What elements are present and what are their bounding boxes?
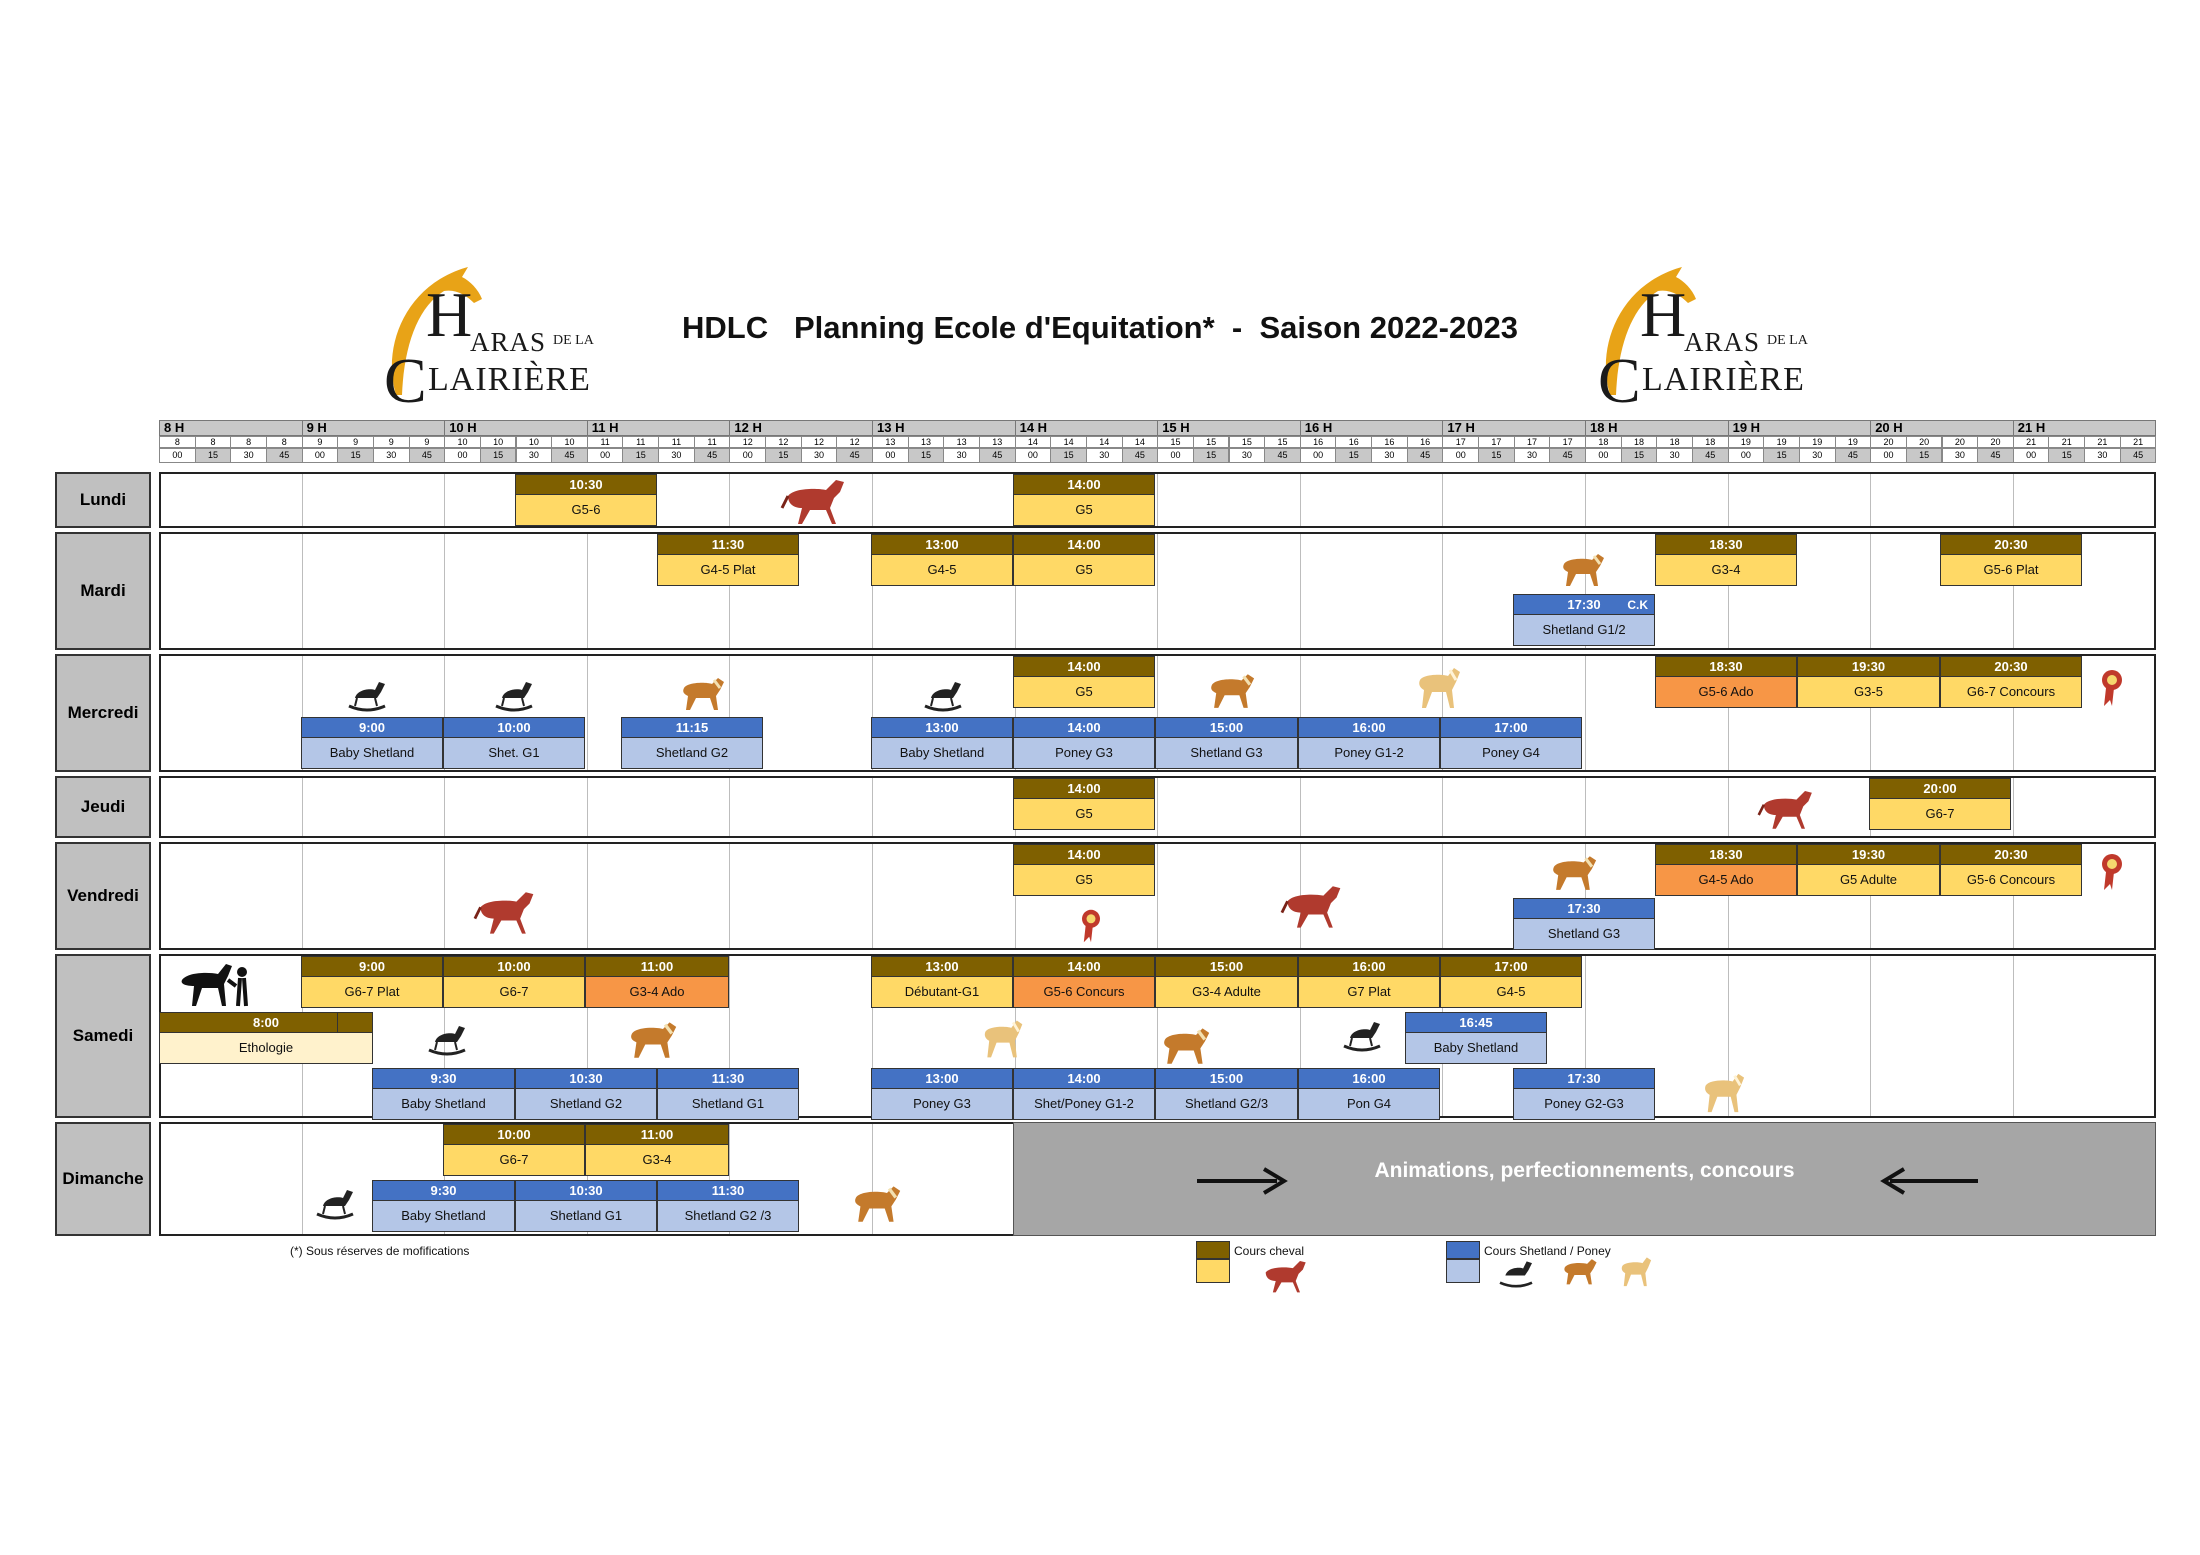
lesson-block[interactable]: 17:00 G4-5 xyxy=(1440,956,1582,1008)
hour-gridline xyxy=(1870,534,1871,648)
lesson-block[interactable]: 19:30 G5 Adulte xyxy=(1797,844,1940,896)
rocking-horse-icon xyxy=(921,676,965,712)
hour-number-cell: 11 xyxy=(622,436,659,448)
quarter-cell: 30 xyxy=(1799,448,1836,463)
lesson-block[interactable]: 20:30 G5-6 Plat xyxy=(1940,534,2082,586)
hour-gridline xyxy=(302,534,303,648)
quarter-cell: 45 xyxy=(266,448,303,463)
lesson-block[interactable]: 17:30 Shetland G3 xyxy=(1513,898,1655,950)
hour-number-cell: 15 xyxy=(1157,436,1194,448)
day-label-dimanche: Dimanche xyxy=(55,1122,151,1236)
hour-gridline xyxy=(872,474,873,526)
hour-header: 21 H xyxy=(2013,420,2157,436)
hour-header: 15 H xyxy=(1157,420,1301,436)
quarter-cell: 15 xyxy=(1621,448,1658,463)
lesson-block[interactable]: 10:00 G6-7 xyxy=(443,1124,585,1176)
lesson-block[interactable]: 20:00 G6-7 xyxy=(1869,778,2011,830)
legend-label-poney: Cours Shetland / Poney xyxy=(1484,1244,1611,1258)
hour-gridline xyxy=(302,844,303,948)
legend-swatch-cheval-body xyxy=(1196,1259,1230,1283)
quarter-cell: 00 xyxy=(872,448,909,463)
hour-number-cell: 17 xyxy=(1478,436,1515,448)
arrow-right-icon xyxy=(1262,1167,1288,1195)
lesson-block[interactable]: 14:00 Poney G3 xyxy=(1013,717,1155,769)
quarter-cell: 15 xyxy=(480,448,517,463)
lesson-block[interactable]: 14:00 G5-6 Concurs xyxy=(1013,956,1155,1008)
quarter-cell: 30 xyxy=(1086,448,1123,463)
lesson-block[interactable]: 13:00 Poney G3 xyxy=(871,1068,1013,1120)
hour-number-cell: 15 xyxy=(1264,436,1301,448)
quarter-cell: 15 xyxy=(1050,448,1087,463)
lesson-block[interactable]: 13:00 Baby Shetland xyxy=(871,717,1013,769)
lesson-block[interactable]: 11:30 Shetland G2 /3 xyxy=(657,1180,799,1232)
hour-number-cell: 18 xyxy=(1656,436,1693,448)
hour-number-cell: 13 xyxy=(943,436,980,448)
lesson-block[interactable]: 9:30 Baby Shetland xyxy=(372,1068,515,1120)
sunday-banner-text: Animations, perfectionnements, concours xyxy=(1374,1159,1795,1182)
day-label-mardi: Mardi xyxy=(55,532,151,650)
quarter-cell: 45 xyxy=(1549,448,1586,463)
hour-gridline xyxy=(444,778,445,836)
lesson-block[interactable]: 14:00 G5 xyxy=(1013,474,1155,526)
hour-gridline xyxy=(302,474,303,526)
hour-number-cell: 19 xyxy=(1799,436,1836,448)
pony-icon xyxy=(624,1018,682,1060)
lesson-block[interactable]: 9:00 G6-7 Plat xyxy=(301,956,443,1008)
hour-gridline xyxy=(729,474,730,526)
hour-number-cell: 14 xyxy=(1050,436,1087,448)
quarter-cell: 00 xyxy=(1300,448,1337,463)
quarter-cell: 00 xyxy=(444,448,481,463)
quarter-cell: 30 xyxy=(1514,448,1551,463)
hour-number-cell: 17 xyxy=(1549,436,1586,448)
rocking-horse-icon xyxy=(345,676,389,712)
quarter-cell: 00 xyxy=(1015,448,1052,463)
quarter-cell: 30 xyxy=(373,448,410,463)
quarter-cell: 30 xyxy=(1371,448,1408,463)
hour-gridline xyxy=(302,1124,303,1234)
chestnut-horse-icon xyxy=(780,474,850,528)
quarter-cell: 30 xyxy=(230,448,267,463)
lesson-block[interactable]: 18:30 G5-6 Ado xyxy=(1655,656,1797,708)
pony-icon xyxy=(1558,550,1608,588)
day-label-vendredi: Vendredi xyxy=(55,842,151,950)
hour-header: 16 H xyxy=(1300,420,1444,436)
sunday-banner xyxy=(1013,1122,2156,1236)
rosette-icon xyxy=(2100,852,2124,892)
hour-number-cell: 10 xyxy=(516,436,553,448)
quarter-cell: 45 xyxy=(551,448,588,463)
hour-number-cell: 12 xyxy=(765,436,802,448)
quarter-cell: 15 xyxy=(1763,448,1800,463)
hour-number-cell: 20 xyxy=(1942,436,1979,448)
rocking-horse-icon xyxy=(313,1184,357,1220)
hour-number-cell: 11 xyxy=(694,436,731,448)
hour-header: 8 H xyxy=(159,420,303,436)
quarter-cell: 45 xyxy=(1835,448,1872,463)
quarter-cell: 30 xyxy=(516,448,553,463)
quarter-cell: 45 xyxy=(409,448,446,463)
quarter-cell: 30 xyxy=(2084,448,2121,463)
rocking-horse-icon xyxy=(1340,1016,1384,1052)
lesson-block[interactable]: 19:30 G3-5 xyxy=(1797,656,1940,708)
lesson-block[interactable]: 16:00 G7 Plat xyxy=(1298,956,1440,1008)
hour-gridline xyxy=(1300,534,1301,648)
chestnut-horse-icon xyxy=(1757,785,1817,833)
lesson-block[interactable]: 13:00 G4-5 xyxy=(871,534,1013,586)
quarter-cell: 00 xyxy=(1870,448,1907,463)
lesson-block[interactable]: 17:30 C.K Shetland G1/2 xyxy=(1513,594,1655,646)
hour-number-cell: 9 xyxy=(302,436,339,448)
hour-gridline xyxy=(2013,956,2014,1116)
hour-number-cell: 9 xyxy=(337,436,374,448)
hour-gridline xyxy=(729,844,730,948)
hour-number-cell: 19 xyxy=(1763,436,1800,448)
hour-gridline xyxy=(2013,474,2014,526)
hour-gridline xyxy=(1300,778,1301,836)
hour-number-cell: 8 xyxy=(266,436,303,448)
pony-icon xyxy=(1560,1256,1600,1286)
instructor-tag: C.K xyxy=(1627,598,1648,612)
lesson-block[interactable]: 9:30 Baby Shetland xyxy=(372,1180,515,1232)
hour-header: 14 H xyxy=(1015,420,1159,436)
hour-number-cell: 14 xyxy=(1122,436,1159,448)
hour-gridline xyxy=(1585,778,1586,836)
logo-left: H ARAS DE LA C LAIRIÈRE xyxy=(378,265,618,405)
lesson-block[interactable]: 10:30 G5-6 xyxy=(515,474,657,526)
hour-number-cell: 17 xyxy=(1514,436,1551,448)
hour-number-cell: 18 xyxy=(1692,436,1729,448)
quarter-cell: 30 xyxy=(1229,448,1266,463)
lesson-block[interactable]: 11:30 G4-5 Plat xyxy=(657,534,799,586)
legend-label-cheval: Cours cheval xyxy=(1234,1244,1305,1258)
lesson-block[interactable]: 16:00 Poney G1-2 xyxy=(1298,717,1440,769)
hour-number-cell: 9 xyxy=(409,436,446,448)
hour-gridline xyxy=(729,778,730,836)
hour-gridline xyxy=(587,844,588,948)
hour-header: 18 H xyxy=(1585,420,1729,436)
hour-number-cell: 20 xyxy=(1870,436,1907,448)
palomino-pony-icon xyxy=(980,1016,1026,1060)
lesson-block[interactable]: 14:00 G5 xyxy=(1013,656,1155,708)
hour-number-cell: 21 xyxy=(2013,436,2050,448)
quarter-cell: 30 xyxy=(1942,448,1979,463)
hour-header: 9 H xyxy=(302,420,446,436)
legend-swatch-poney-header xyxy=(1446,1241,1480,1259)
lesson-block[interactable]: 14:00 G5 xyxy=(1013,534,1155,586)
day-label-jeudi: Jeudi xyxy=(55,776,151,838)
hour-gridline xyxy=(1442,778,1443,836)
quarter-cell: 15 xyxy=(622,448,659,463)
hour-number-cell: 8 xyxy=(159,436,196,448)
quarter-cell: 15 xyxy=(765,448,802,463)
hour-number-cell: 13 xyxy=(872,436,909,448)
quarter-cell: 15 xyxy=(1335,448,1372,463)
lesson-block[interactable]: 14:00 Shet/Poney G1-2 xyxy=(1013,1068,1155,1120)
quarter-cell: 45 xyxy=(694,448,731,463)
lesson-block[interactable]: 18:30 G4-5 Ado xyxy=(1655,844,1797,896)
chestnut-horse-icon xyxy=(1280,880,1346,932)
hour-number-cell: 10 xyxy=(551,436,588,448)
hour-gridline xyxy=(302,778,303,836)
hour-gridline xyxy=(587,778,588,836)
hour-gridline xyxy=(1728,474,1729,526)
hour-number-cell: 11 xyxy=(658,436,695,448)
lesson-block[interactable]: 15:00 G3-4 Adulte xyxy=(1155,956,1298,1008)
quarter-cell: 30 xyxy=(943,448,980,463)
hour-number-cell: 12 xyxy=(801,436,838,448)
hour-number-cell: 12 xyxy=(729,436,766,448)
lesson-block[interactable]: 13:00 Débutant-G1 xyxy=(871,956,1013,1008)
quarter-cell: 15 xyxy=(1906,448,1943,463)
lesson-block[interactable]: 11:30 Shetland G1 xyxy=(657,1068,799,1120)
quarter-cell: 45 xyxy=(2120,448,2157,463)
chestnut-horse-icon xyxy=(1260,1256,1310,1296)
quarter-cell: 00 xyxy=(587,448,624,463)
footnote: (*) Sous réserves de mofifications xyxy=(290,1244,470,1258)
quarter-cell: 45 xyxy=(1122,448,1159,463)
quarter-cell: 00 xyxy=(1728,448,1765,463)
hour-gridline xyxy=(1157,778,1158,836)
lesson-block[interactable]: 14:00 G5 xyxy=(1013,778,1155,830)
hour-gridline xyxy=(872,844,873,948)
hour-number-cell: 16 xyxy=(1371,436,1408,448)
hour-number-cell: 14 xyxy=(1086,436,1123,448)
hour-gridline xyxy=(1585,656,1586,770)
quarter-cell: 00 xyxy=(2013,448,2050,463)
hour-number-cell: 17 xyxy=(1442,436,1479,448)
quarter-cell: 15 xyxy=(1193,448,1230,463)
hour-header: 19 H xyxy=(1728,420,1872,436)
hour-number-cell: 16 xyxy=(1407,436,1444,448)
hour-gridline xyxy=(444,844,445,948)
legend-swatch-cheval-header xyxy=(1196,1241,1230,1259)
pony-icon xyxy=(678,674,728,712)
hour-gridline xyxy=(444,534,445,648)
quarter-cell: 00 xyxy=(729,448,766,463)
hour-gridline xyxy=(872,778,873,836)
quarter-cell: 00 xyxy=(1157,448,1194,463)
page-title: HDLC Planning Ecole d'Equitation* - Saison 2022-2023 xyxy=(682,310,1518,345)
hour-header: 11 H xyxy=(587,420,731,436)
lesson-block[interactable]: 11:00 G3-4 xyxy=(585,1124,729,1176)
rosette-icon xyxy=(2100,668,2124,708)
quarter-cell: 15 xyxy=(195,448,232,463)
hour-gridline xyxy=(1157,844,1158,948)
quarter-cell: 00 xyxy=(1585,448,1622,463)
hour-number-cell: 12 xyxy=(836,436,873,448)
hour-header: 17 H xyxy=(1442,420,1586,436)
lesson-block[interactable]: 18:30 G3-4 xyxy=(1655,534,1797,586)
hour-number-cell: 13 xyxy=(979,436,1016,448)
lesson-block[interactable]: 15:00 Shetland G2/3 xyxy=(1155,1068,1298,1120)
hour-gridline xyxy=(1442,844,1443,948)
hour-header: 12 H xyxy=(729,420,873,436)
day-label-lundi: Lundi xyxy=(55,472,151,528)
rocking-horse-icon xyxy=(492,676,536,712)
hour-gridline xyxy=(1157,534,1158,648)
hour-number-cell: 18 xyxy=(1585,436,1622,448)
lesson-block[interactable]: 8:00 Ethologie xyxy=(159,1012,373,1064)
rosette-icon xyxy=(1080,908,1102,944)
hour-gridline xyxy=(444,474,445,526)
hour-gridline xyxy=(1442,534,1443,648)
quarter-cell: 00 xyxy=(302,448,339,463)
legend-swatch-poney-body xyxy=(1446,1259,1480,1283)
hour-gridline xyxy=(587,656,588,770)
hour-number-cell: 9 xyxy=(373,436,410,448)
lesson-block[interactable]: 17:00 Poney G4 xyxy=(1440,717,1582,769)
hour-number-cell: 15 xyxy=(1193,436,1230,448)
hour-number-cell: 21 xyxy=(2048,436,2085,448)
block-divider xyxy=(337,1012,338,1032)
quarter-cell: 45 xyxy=(1407,448,1444,463)
pony-icon xyxy=(1547,852,1601,892)
logo-right: H ARAS DE LA C LAIRIÈRE xyxy=(1592,265,1832,405)
hour-header: 13 H xyxy=(872,420,1016,436)
hour-number-cell: 18 xyxy=(1621,436,1658,448)
lesson-block[interactable]: 10:00 Shet. G1 xyxy=(443,717,585,769)
lesson-block[interactable]: 10:30 Shetland G1 xyxy=(515,1180,657,1232)
quarter-cell: 15 xyxy=(908,448,945,463)
rocking-horse-icon xyxy=(425,1020,469,1056)
hour-number-cell: 16 xyxy=(1335,436,1372,448)
quarter-cell: 15 xyxy=(337,448,374,463)
hour-number-cell: 14 xyxy=(1015,436,1052,448)
pony-icon xyxy=(848,1182,906,1224)
lesson-block[interactable]: 15:00 Shetland G3 xyxy=(1155,717,1298,769)
quarter-cell: 30 xyxy=(1656,448,1693,463)
day-label-mercredi: Mercredi xyxy=(55,654,151,772)
lesson-block[interactable]: 11:15 Shetland G2 xyxy=(621,717,763,769)
palomino-pony-icon xyxy=(1414,664,1464,710)
quarter-cell: 30 xyxy=(658,448,695,463)
hour-gridline xyxy=(1870,956,1871,1116)
hour-number-cell: 8 xyxy=(230,436,267,448)
lesson-block[interactable]: 11:00 G3-4 Ado xyxy=(585,956,729,1008)
hour-number-cell: 13 xyxy=(908,436,945,448)
lesson-block[interactable]: 16:45 Baby Shetland xyxy=(1405,1012,1547,1064)
quarter-cell: 45 xyxy=(1692,448,1729,463)
hour-header: 10 H xyxy=(444,420,588,436)
lesson-block[interactable]: 20:30 G6-7 Concours xyxy=(1940,656,2082,708)
hour-gridline xyxy=(587,534,588,648)
palomino-pony-icon xyxy=(1700,1070,1748,1114)
pony-icon xyxy=(1205,670,1259,710)
hour-header: 20 H xyxy=(1870,420,2014,436)
horse-silhouette-icon xyxy=(178,958,254,1008)
hour-gridline xyxy=(1300,474,1301,526)
chestnut-horse-icon xyxy=(473,886,539,938)
rocking-horse-icon xyxy=(1496,1256,1536,1288)
hour-number-cell: 8 xyxy=(195,436,232,448)
arrow-left-icon xyxy=(1880,1167,1906,1195)
quarter-cell: 15 xyxy=(2048,448,2085,463)
hour-number-cell: 21 xyxy=(2084,436,2121,448)
hour-gridline xyxy=(1870,474,1871,526)
quarter-cell: 45 xyxy=(1977,448,2014,463)
hour-number-cell: 21 xyxy=(2120,436,2157,448)
hour-number-cell: 10 xyxy=(480,436,517,448)
quarter-cell: 45 xyxy=(979,448,1016,463)
pony-icon xyxy=(1157,1024,1215,1066)
hour-number-cell: 20 xyxy=(1977,436,2014,448)
day-label-samedi: Samedi xyxy=(55,954,151,1118)
lesson-block[interactable]: 10:00 G6-7 xyxy=(443,956,585,1008)
hour-number-cell: 10 xyxy=(444,436,481,448)
hour-number-cell: 16 xyxy=(1300,436,1337,448)
hour-number-cell: 20 xyxy=(1906,436,1943,448)
quarter-cell: 15 xyxy=(1478,448,1515,463)
lesson-block[interactable]: 9:00 Baby Shetland xyxy=(301,717,443,769)
hour-number-cell: 19 xyxy=(1835,436,1872,448)
hour-gridline xyxy=(1585,474,1586,526)
hour-gridline xyxy=(1728,778,1729,836)
palomino-pony-icon xyxy=(1618,1254,1654,1288)
lesson-block[interactable]: 10:30 Shetland G2 xyxy=(515,1068,657,1120)
hour-number-cell: 11 xyxy=(587,436,624,448)
hour-number-cell: 19 xyxy=(1728,436,1765,448)
hour-number-cell: 15 xyxy=(1229,436,1266,448)
hour-gridline xyxy=(1442,474,1443,526)
quarter-cell: 00 xyxy=(159,448,196,463)
lesson-block[interactable]: 16:00 Pon G4 xyxy=(1298,1068,1440,1120)
hour-gridline xyxy=(2013,778,2014,836)
quarter-cell: 00 xyxy=(1442,448,1479,463)
lesson-block[interactable]: 17:30 Poney G2-G3 xyxy=(1513,1068,1655,1120)
quarter-cell: 45 xyxy=(836,448,873,463)
hour-gridline xyxy=(1157,474,1158,526)
lesson-block[interactable]: 20:30 G5-6 Concours xyxy=(1940,844,2082,896)
quarter-cell: 30 xyxy=(801,448,838,463)
lesson-block[interactable]: 14:00 G5 xyxy=(1013,844,1155,896)
quarter-cell: 45 xyxy=(1264,448,1301,463)
